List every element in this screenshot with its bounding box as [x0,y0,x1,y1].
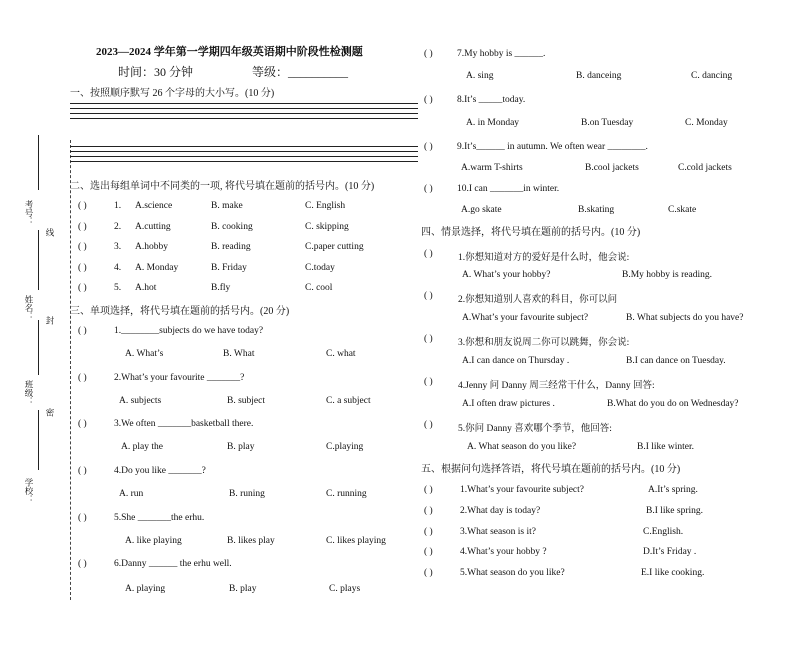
answer-paren[interactable]: ( ) [78,559,87,569]
xian-char: 线 [45,228,55,237]
option-a: A.What’s your favourite subject? [462,313,589,323]
option-c: C. English [305,201,346,211]
answer-option: E.I like cooking. [641,568,705,578]
option-b: B.I like winter. [637,442,694,452]
option-b: B.on Tuesday [581,118,634,128]
question-text: 8.It’s _____today. [457,95,526,105]
answer-paren[interactable]: ( ) [78,242,87,252]
time-label: 时间：30 分钟 [118,65,194,79]
answer-paren[interactable]: ( ) [78,326,87,336]
option-b: B. runing [229,489,265,499]
question-text: 5.What season do you like? [460,568,565,578]
question-text: 5.你问 Danny 喜欢哪个季节，他回答: [458,424,612,434]
question-text: 3.We often _______basketball there. [114,419,254,429]
answer-paren[interactable]: ( ) [424,291,433,301]
option-a: A.I often draw pictures . [462,399,555,409]
xuexiao-label: 学校： [24,478,34,504]
option-b: B. danceing [576,71,622,81]
question-text: 6.Danny ______ the erhu well. [114,559,232,569]
option-b: B.cool jackets [585,163,639,173]
feng-char: 封 [45,316,55,325]
xingming-label: 姓名： [24,295,34,321]
option-a: A.warm T-shirts [461,163,523,173]
binding-line-3 [38,320,39,375]
answer-paren[interactable]: ( ) [424,184,433,194]
item-number: 4. [114,263,122,273]
option-c: C. plays [329,584,361,594]
option-b: B. reading [211,242,251,252]
question-text: 3.你想和朋友说周二你可以跳舞，你会说: [458,338,630,348]
option-c: C. a subject [326,396,371,406]
option-b: B. Friday [211,263,247,273]
question-text: 3.What season is it? [460,527,536,537]
option-a: A. run [119,489,144,499]
answer-paren[interactable]: ( ) [424,420,433,430]
answer-paren[interactable]: ( ) [78,513,87,523]
answer-paren[interactable]: ( ) [424,506,433,516]
question-text: 1.What’s your favourite subject? [460,485,584,495]
answer-paren[interactable]: ( ) [424,334,433,344]
answer-paren[interactable]: ( ) [424,568,433,578]
option-b: B.My hobby is reading. [622,270,712,280]
answer-option: D.It’s Friday . [643,547,697,557]
answer-paren[interactable]: ( ) [424,377,433,387]
answer-paren[interactable]: ( ) [424,527,433,537]
option-c: C. Monday [685,118,728,128]
question-text: 5.She _______the erhu. [114,513,205,523]
option-c: C. cool [305,283,333,293]
question-text: 10.I can _______in winter. [457,184,560,194]
option-c: C. what [326,349,356,359]
option-c: C. running [326,489,367,499]
page-title: 2023—2024 学年第一学期四年级英语期中阶段性检测题 [96,46,363,58]
option-a: A. What season do you like? [467,442,577,452]
answer-paren[interactable]: ( ) [424,142,433,152]
question-text: 4.Do you like _______? [114,466,206,476]
answer-option: A.It’s spring. [648,485,698,495]
answer-paren[interactable]: ( ) [78,283,87,293]
answer-paren[interactable]: ( ) [78,222,87,232]
answer-paren[interactable]: ( ) [424,547,433,557]
option-b: B.I can dance on Tuesday. [626,356,726,366]
answer-paren[interactable]: ( ) [78,466,87,476]
option-b: B. likes play [227,536,275,546]
section4-heading: 四、情景选择，将代号填在题前的括号内。(10 分) [421,227,641,238]
option-b: B. play [229,584,257,594]
question-text: 4.Jenny 问 Danny 周三经常干什么，Danny 回答: [458,381,655,391]
option-b: B. subject [227,396,265,406]
option-a: A.hobby [135,242,168,252]
option-c: C. skipping [305,222,349,232]
option-a: A. playing [125,584,166,594]
item-number: 3. [114,242,122,252]
answer-option: C.English. [643,527,684,537]
option-a: A.cutting [135,222,171,232]
section3-heading: 三、单项选择，将代号填在题前的括号内。(20 分) [70,306,290,317]
question-text: 2.What’s your favourite _______? [114,373,245,383]
writing-lines-1 [70,103,418,123]
answer-paren[interactable]: ( ) [78,373,87,383]
question-text: 2.你想知道别人喜欢的科目，你可以问 [458,295,618,305]
option-b: B.skating [578,205,615,215]
item-number: 5. [114,283,122,293]
option-a: A.hot [135,283,157,293]
writing-lines-2 [70,146,418,166]
option-b: B. What [223,349,255,359]
question-text: 1.________subjects do we have today? [114,326,264,336]
item-number: 2. [114,222,122,232]
option-b: B.fly [211,283,231,293]
option-a: A. sing [466,71,494,81]
option-a: A. in Monday [466,118,520,128]
question-text: 4.What’s your hobby ? [460,547,547,557]
answer-paren[interactable]: ( ) [78,201,87,211]
option-b: B. play [227,442,255,452]
option-b: B. What subjects do you have? [626,313,744,323]
grade-label: 等级：__________ [252,65,349,79]
binding-line-2 [38,230,39,290]
option-c: C.cold jackets [678,163,732,173]
section2-heading: 二、选出每组单词中不同类的一项, 将代号填在题前的括号内。(10 分) [70,181,375,192]
option-c: C. likes playing [326,536,386,546]
answer-paren[interactable]: ( ) [424,249,433,259]
item-number: 1. [114,201,122,211]
option-c: C.skate [668,205,697,215]
option-a: A. like playing [125,536,182,546]
question-text: 7.My hobby is ______. [457,49,546,59]
question-text: 2.What day is today? [460,506,541,516]
option-a: A.science [135,201,173,211]
option-b: B.What do you do on Wednesday? [607,399,739,409]
banji-label: 班级： [24,380,34,406]
option-c: C.today [305,263,335,273]
option-a: A. What’s your hobby? [462,270,551,280]
binding-line-4 [38,410,39,470]
binding-line-1 [38,135,39,190]
mi-char: 密 [45,408,55,417]
section5-heading: 五、根据问句选择答语，将代号填在题前的括号内。(10 分) [421,464,681,475]
question-text: 9.It’s______ in autumn. We often wear ________. [457,142,648,152]
option-c: C. dancing [691,71,733,81]
option-a: A. play the [121,442,163,452]
option-b: B. cooking [211,222,253,232]
answer-option: B.I like spring. [646,506,703,516]
question-text: 1.你想知道对方的爱好是什么时，他会说: [458,253,630,263]
option-a: A. Monday [135,263,179,273]
option-a: A. subjects [119,396,162,406]
answer-paren[interactable]: ( ) [424,485,433,495]
kaohao-label: 考号： [24,200,34,226]
section1-heading: 一、按照顺序默写 26 个字母的大小写。(10 分) [70,88,275,99]
option-a: A.I can dance on Thursday . [462,356,570,366]
option-a: A. What’s [125,349,164,359]
option-c: C.playing [326,442,364,452]
answer-paren[interactable]: ( ) [78,419,87,429]
answer-paren[interactable]: ( ) [78,263,87,273]
option-b: B. make [211,201,243,211]
binding-dashed-line [70,140,72,600]
answer-paren[interactable]: ( ) [424,49,433,59]
answer-paren[interactable]: ( ) [424,95,433,105]
option-c: C.paper cutting [305,242,364,252]
option-a: A.go skate [461,205,502,215]
